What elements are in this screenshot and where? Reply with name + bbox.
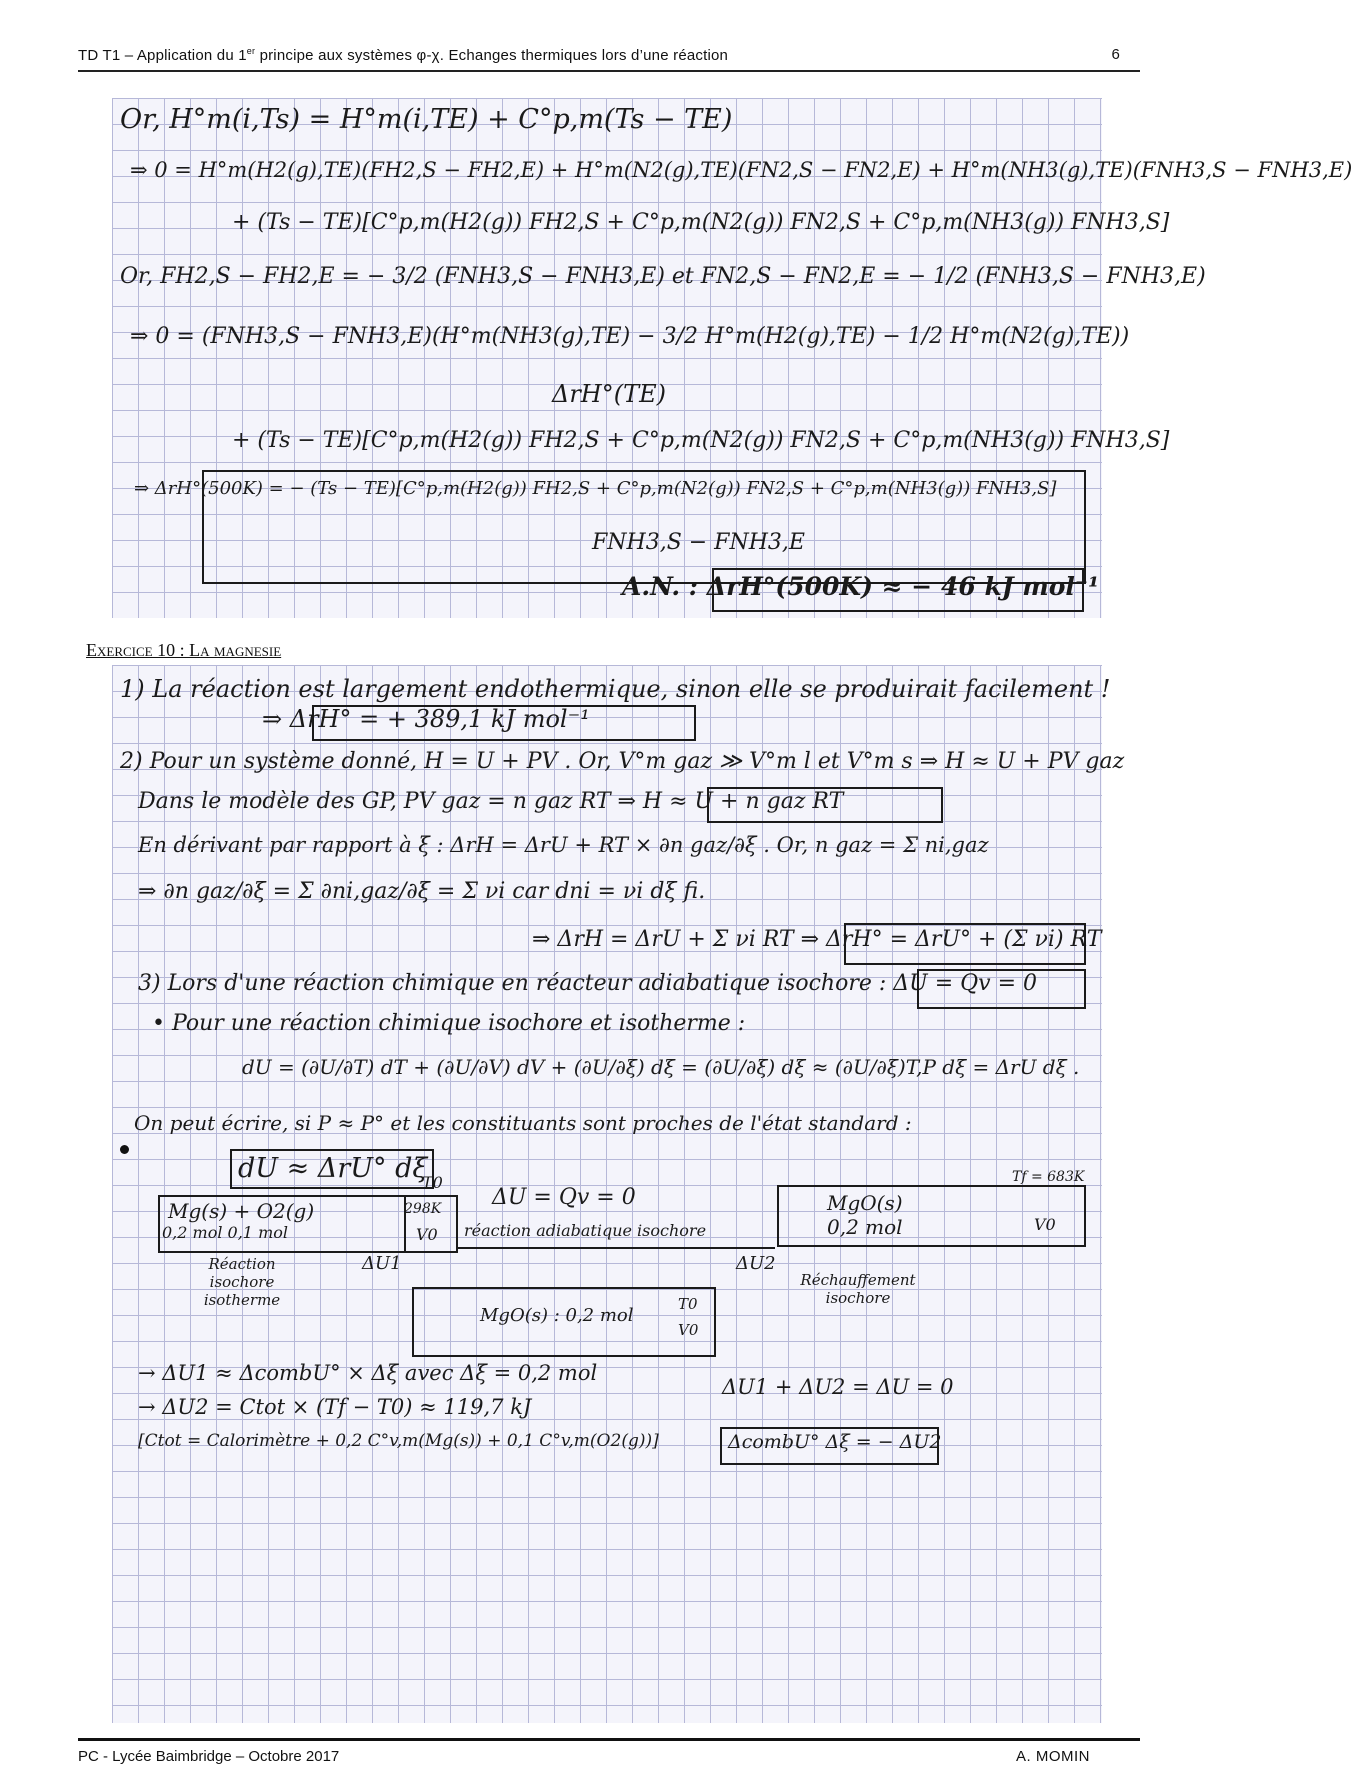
hw-line: ΔcombU° Δξ = − ΔU2: [728, 1431, 942, 1453]
initial-temp-label: T0: [422, 1173, 443, 1192]
hw-line: Or, FH2,S − FH2,E = − 3/2 (FNH3,S − FNH3,E) et FN2,S − FN2,E = − 1/2 (FNH3,S − FNH3,E): [120, 264, 1206, 289]
hw-line: + (Ts − TE)[C°p,m(H2(g)) FH2,S + C°p,m(N2(g)) FN2,S + C°p,m(NH3(g)) FNH3,S]: [232, 210, 1170, 235]
handwritten-graph-paper-part2: [112, 665, 1125, 1723]
hw-line: 2) Pour un système donné, H = U + PV . Or, V°m gaz ≫ V°m l et V°m s ⇒ H ≈ U + PV gaz: [120, 749, 1125, 774]
final-product: MgO(s): [827, 1191, 903, 1215]
initial-reactants: Mg(s) + O2(g): [168, 1199, 315, 1223]
final-temp: Tf = 683K: [1012, 1169, 1085, 1185]
hw-line: ⇒ ΔrH° = + 389,1 kJ mol⁻¹: [262, 705, 590, 733]
hw-brace-label: ΔrH°(TE): [552, 380, 666, 408]
step2-label: Réchauffement isochore: [800, 1271, 916, 1307]
final-volume: V0: [1034, 1215, 1056, 1234]
step2-energy: ΔU2: [736, 1253, 776, 1274]
hw-line: ⇒ 0 = (FNH3,S − FNH3,E)(H°m(NH3(g),TE) − 3/2 H°m(H2(g),TE) − 1/2 H°m(N2(g),TE)): [130, 324, 1130, 349]
hw-line: ⇒ ΔrH = ΔrU + Σ νi RT ⇒ ΔrH° = ΔrU° + (Σ νi) RT: [532, 927, 1102, 952]
initial-amounts: 0,2 mol 0,1 mol: [162, 1223, 288, 1242]
intermediate-state: MgO(s) : 0,2 mol: [480, 1305, 634, 1326]
hw-line: → ΔU2 = Ctot × (Tf − T0) ≈ 119,7 kJ: [138, 1395, 532, 1419]
footer-left: PC - Lycée Baimbridge – Octobre 2017: [78, 1748, 340, 1765]
initial-temp: 298K: [404, 1201, 442, 1217]
hw-line: Or, H°m(i,Ts) = H°m(i,TE) + C°p,m(Ts − TE): [120, 104, 733, 135]
handwritten-graph-paper-part1: [112, 98, 1352, 618]
footer-rule: [78, 1738, 1140, 1741]
hw-line: Dans le modèle des GP, PV gaz = n gaz RT ⇒ H ≈ U + n gaz RT: [138, 789, 844, 814]
intermediate-volume: V0: [678, 1321, 699, 1339]
footer-author: A. MOMIN: [1016, 1748, 1090, 1765]
page-number: 6: [1111, 46, 1120, 63]
hw-line: On peut écrire, si P ≈ P° et les constituants sont proches de l'état standard :: [134, 1111, 912, 1135]
hw-line: dU ≈ ΔrU° dξ: [238, 1153, 428, 1184]
hw-line: [Ctot = Calorimètre + 0,2 C°v,m(Mg(s)) + 0,1 C°v,m(O2(g))]: [138, 1431, 659, 1451]
overall-transformation-label: réaction adiabatique isochore: [464, 1221, 707, 1240]
exercise-title: Exercice 10 : La magnesie: [86, 640, 282, 660]
hw-line: ⇒ ΔrH°(500K) = − (Ts − TE)[C°p,m(H2(g)) FH2,S + C°p,m(N2(g)) FN2,S + C°p,m(NH3(g)) FNH3,S]: [134, 478, 1057, 499]
step1-energy: ΔU1: [362, 1253, 402, 1274]
hw-line: ⇒ ∂n gaz/∂ξ = Σ ∂ni,gaz/∂ξ = Σ νi car dni = νi dξ fi.: [138, 879, 706, 904]
hw-line: + (Ts − TE)[C°p,m(H2(g)) FH2,S + C°p,m(N2(g)) FN2,S + C°p,m(NH3(g)) FNH3,S]: [232, 428, 1170, 453]
hw-line: → ΔU1 ≈ ΔcombU° × Δξ avec Δξ = 0,2 mol: [138, 1361, 598, 1385]
hw-line: • Pour une réaction chimique isochore et isotherme :: [152, 1011, 746, 1036]
hw-line: ΔU1 + ΔU2 = ΔU = 0: [722, 1375, 954, 1399]
step1-label: Réaction isochore isotherme: [203, 1255, 281, 1309]
hw-numeric-result: A.N. : ΔrH°(500K) ≈ − 46 kJ mol⁻¹: [622, 572, 1100, 601]
intermediate-temp: T0: [678, 1295, 698, 1313]
page-header: [78, 44, 1140, 72]
overall-arrow: [457, 1247, 775, 1249]
hw-denominator: FNH3,S − FNH3,E: [592, 530, 805, 555]
hw-line: dU = (∂U/∂T) dT + (∂U/∂V) dV + (∂U/∂ξ) dξ = (∂U/∂ξ) dξ ≈ (∂U/∂ξ)T,P dξ = ΔrU dξ .: [242, 1055, 1080, 1079]
hw-line: 3) Lors d'une réaction chimique en réacteur adiabatique isochore : ΔU = Qv = 0: [138, 971, 1038, 996]
bullet-dot: [120, 1145, 129, 1154]
hw-line: ⇒ 0 = H°m(H2(g),TE)(FH2,S − FH2,E) + H°m(N2(g),TE)(FN2,S − FN2,E) + H°m(NH3(g),TE)(FNH3,S − FNH3,E): [130, 158, 1352, 182]
header-title: TD T1 – Application du 1er principe aux systèmes φ-χ. Echanges thermiques lors d’une réaction: [78, 46, 729, 64]
hw-line: 1) La réaction est largement endothermique, sinon elle se produirait facilement !: [120, 675, 1111, 703]
final-amount: 0,2 mol: [827, 1215, 903, 1239]
hw-line: En dérivant par rapport à ξ : ΔrH = ΔrU + RT × ∂n gaz/∂ξ . Or, n gaz = Σ ni,gaz: [138, 833, 989, 857]
overall-energy-balance: ΔU = Qv = 0: [492, 1185, 636, 1210]
initial-volume: V0: [416, 1225, 438, 1244]
